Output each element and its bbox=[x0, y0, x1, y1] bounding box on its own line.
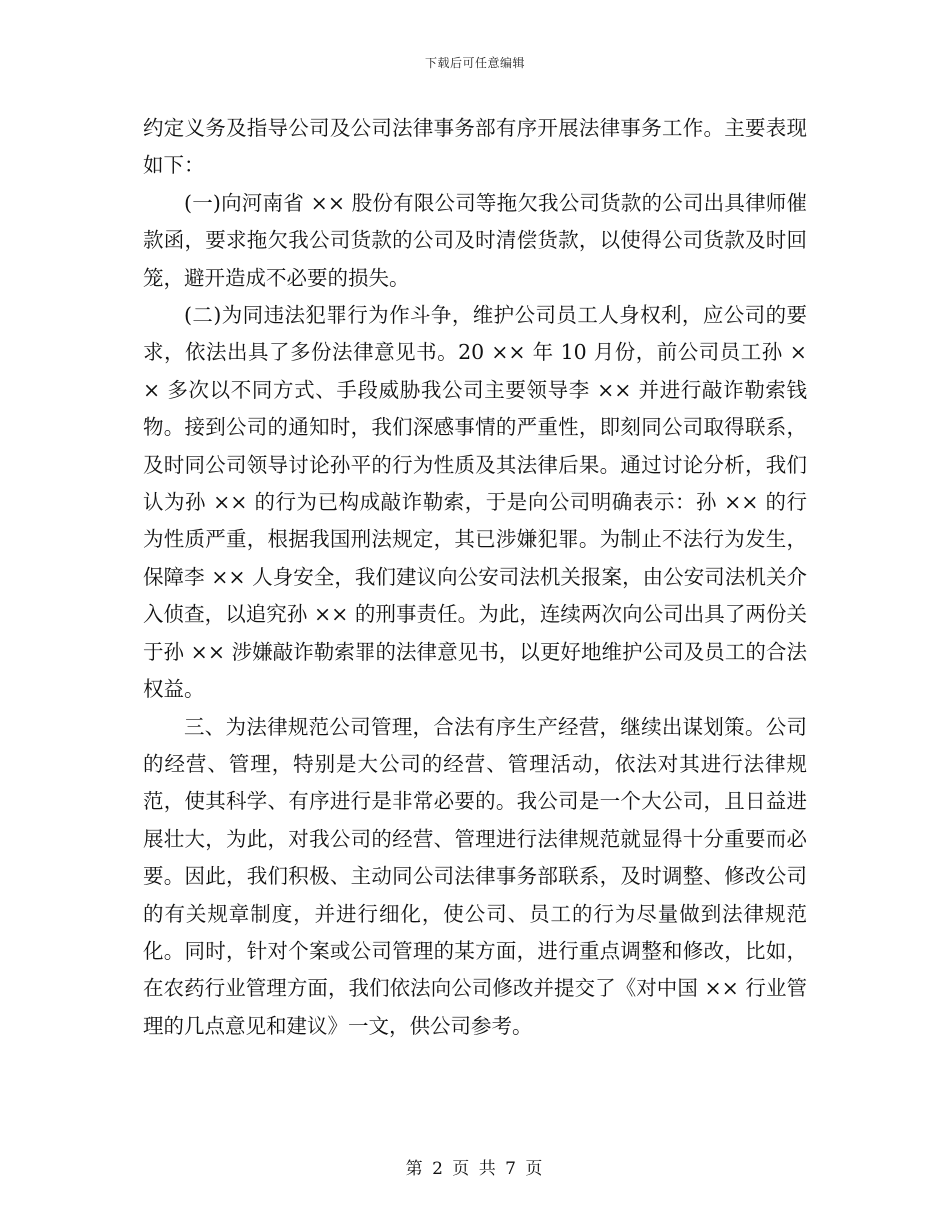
paragraph-section-3: 三、为法律规范公司管理，合法有序生产经营，继续出谋划策。公司的经营、管理，特别是大公司的经营、管理活动，依法对其进行法律规范，使其科学、有序进行是非常必要的。我公司是一个大公司，且日益进展壮大，为此，对我公司的经营、管理进行法律规范就显得十分重要而必要。因此，我们积极、主动同公司法律事务部联系，及时调整、修改公司的有关规章制度，并进行细化，使公司、员工的行为尽量做到法律规范化。同时，针对个案或公司管理的某方面，进行重点调整和修改，比如，在农药行业管理方面，我们依法向公司修改并提交了《对中国 ×× 行业管理的几点意见和建议》一文，供公司参考。 bbox=[143, 714, 807, 1038]
paragraph-item-2: (二)为同违法犯罪行为作斗争，维护公司员工人身权利，应公司的要求，依法出具了多份法律意见书。20 ×× 年 10 月份，前公司员工孙 ×× 多次以不同方式、手段威胁我公司主要领导李 ×× 并进行敲诈勒索钱物。接到公司的通知时，我们深感事情的严重性，即刻同公司取得联系，及时同公司领导讨论孙平的行为性质及其法律后果。通过讨论分析，我们认为孙 ×× 的行为已构成敲诈勒索，于是向公司明确表示：孙 ×× 的行为性质严重，根据我国刑法规定，其已涉嫌犯罪。为制止不法行为发生，保障李 ×× 人身安全，我们建议向公安司法机关报案，由公安司法机关介入侦查，以追究孙 ×× 的刑事责任。为此，连续两次向公司出具了两份关于孙 ×× 涉嫌敲诈勒索罪的法律意见书，以更好地维护公司及员工的合法权益。 bbox=[143, 303, 807, 702]
paragraph-item-1: (一)向河南省 ×× 股份有限公司等拖欠我公司货款的公司出具律师催款函，要求拖欠我公司货款的公司及时清偿货款，以使得公司货款及时回笼，避开造成不必要的损失。 bbox=[143, 190, 807, 290]
page-header: 下载后可任意编辑 bbox=[424, 56, 525, 70]
paragraph-intro: 约定义务及指导公司及公司法律事务部有序开展法律事务工作。主要表现如下： bbox=[143, 116, 807, 178]
document-body bbox=[143, 110, 807, 1045]
page-number-footer: 第 2 页 共 7 页 bbox=[405, 1159, 545, 1179]
